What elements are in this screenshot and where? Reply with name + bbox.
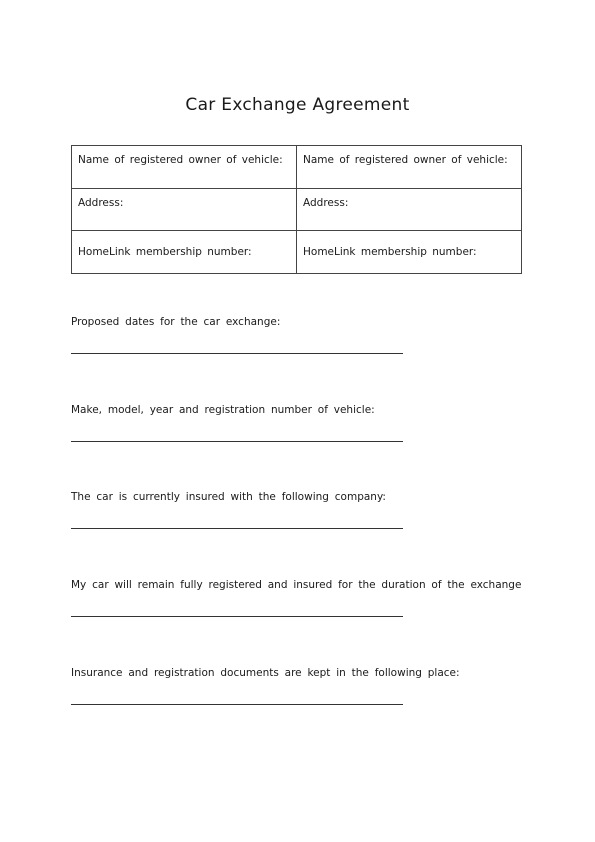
answer-line[interactable] (71, 441, 403, 442)
membership-number-cell-left[interactable]: HomeLink membership number: (72, 231, 297, 274)
address-cell-right[interactable]: Address: (297, 188, 522, 231)
address-cell-left[interactable]: Address: (72, 188, 297, 231)
owner-details-table (71, 145, 522, 274)
answer-line[interactable] (71, 704, 403, 705)
membership-number-cell-right[interactable]: HomeLink membership number: (297, 231, 522, 274)
answer-line[interactable] (71, 616, 403, 617)
vehicle-details-field (71, 404, 531, 416)
table-row (72, 146, 522, 189)
owner-name-cell-left[interactable]: Name of registered owner of vehicle: (72, 146, 297, 189)
field-label: My car will remain fully registered and insured for the duration of the exchange (71, 579, 522, 591)
answer-line[interactable] (71, 353, 403, 354)
owner-name-cell-right[interactable]: Name of registered owner of vehicle: (297, 146, 522, 189)
exchange-dates-field (71, 316, 531, 328)
answer-line[interactable] (71, 528, 403, 529)
insurer-field (71, 491, 531, 503)
table-row (72, 188, 522, 231)
field-label: Make, model, year and registration number of vehicle: (71, 404, 375, 416)
field-label: Insurance and registration documents are kept in the following place: (71, 667, 460, 679)
documents-location-field (71, 667, 531, 679)
field-label: The car is currently insured with the following company: (71, 491, 386, 503)
registration-statement-field (71, 579, 531, 591)
table-row (72, 231, 522, 274)
page-title: Car Exchange Agreement (185, 95, 410, 115)
field-label: Proposed dates for the car exchange: (71, 316, 281, 328)
